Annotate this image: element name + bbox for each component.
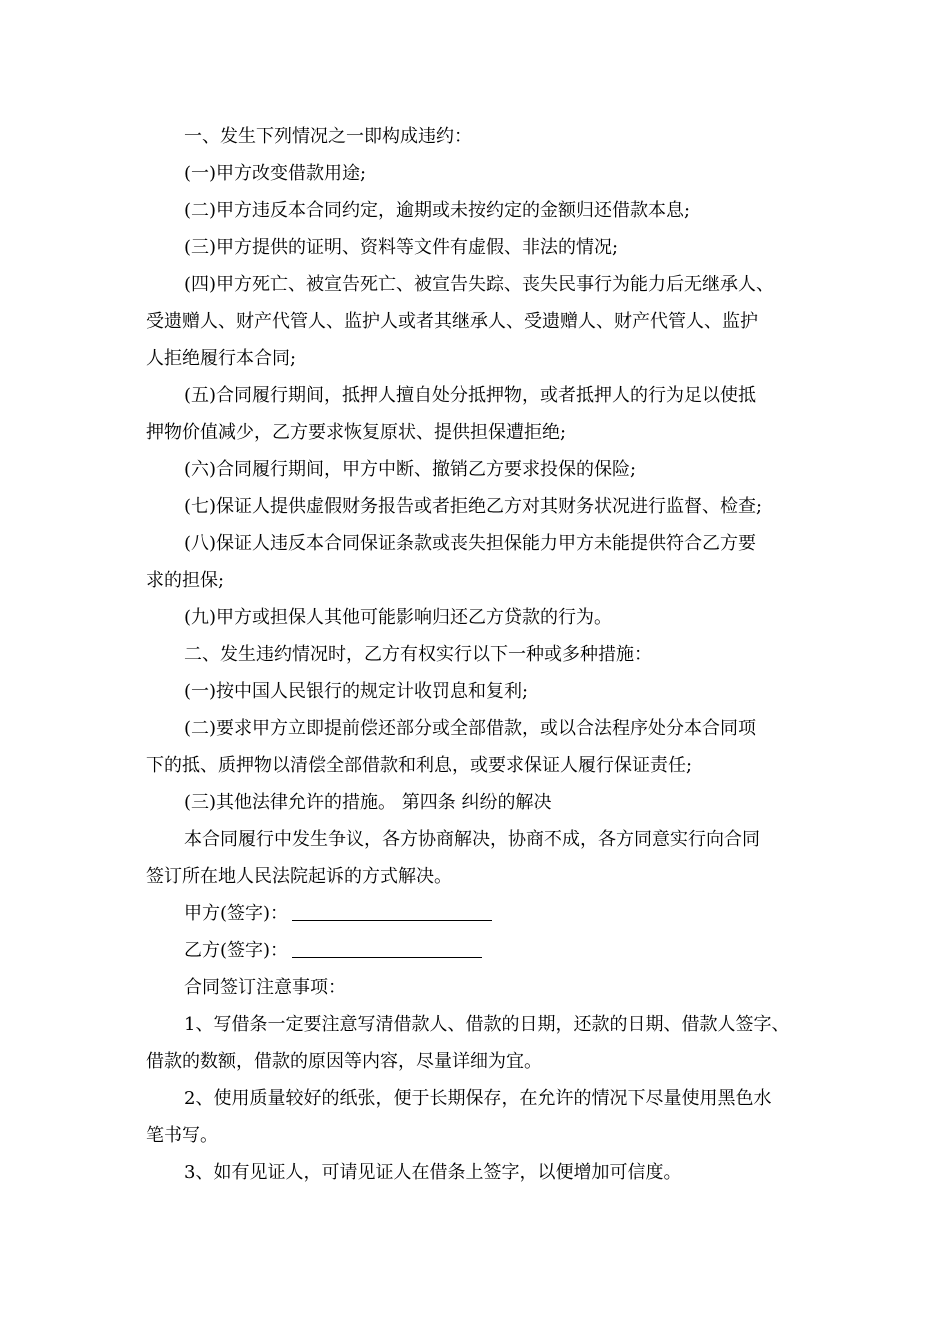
text-line: 1、写借条一定要注意写清借款人、借款的日期，还款的日期、借款人签字、 <box>184 1014 790 1035</box>
text-line: 2、使用质量较好的纸张，便于长期保存，在允许的情况下尽量使用黑色水 <box>184 1088 772 1109</box>
text-line: 求的担保; <box>146 570 225 591</box>
clause-1-item-6 <box>146 451 812 488</box>
clause-1-item-7 <box>146 488 812 525</box>
clause-1-item-8 <box>146 525 812 599</box>
party-b-signature-line <box>292 937 482 958</box>
party-a-signature <box>146 895 812 932</box>
document-body <box>146 118 812 1191</box>
text-line: 合同签订注意事项： <box>184 977 346 998</box>
note-1 <box>146 1006 812 1080</box>
clause-2-item-2 <box>146 710 812 784</box>
text-line: (七)保证人提供虚假财务报告或者拒绝乙方对其财务状况进行监督、检查; <box>184 496 763 517</box>
party-a-label: 甲方(签字)： <box>184 903 289 924</box>
clause-1-heading <box>146 118 812 155</box>
text-line: (四)甲方死亡、被宣告死亡、被宣告失踪、丧失民事行为能力后无继承人、 <box>184 274 775 295</box>
text-line: 本合同履行中发生争议，各方协商解决，协商不成，各方同意实行向合同 <box>184 829 760 850</box>
party-a-signature-line <box>292 900 492 921</box>
clause-1-item-2 <box>146 192 812 229</box>
clause-1-item-9 <box>146 599 812 636</box>
clause-2-item-1 <box>146 673 812 710</box>
text-line: (一)按中国人民银行的规定计收罚息和复利; <box>184 681 529 702</box>
text-line: (二)要求甲方立即提前偿还部分或全部借款，或以合法程序处分本合同项 <box>184 718 757 739</box>
clause-1-item-3 <box>146 229 812 266</box>
text-line: (一)甲方改变借款用途; <box>184 163 367 184</box>
text-line: 人拒绝履行本合同; <box>146 348 297 369</box>
notes-heading <box>146 969 812 1006</box>
text-line: 借款的数额，借款的原因等内容，尽量详细为宜。 <box>146 1051 542 1072</box>
text-line: 签订所在地人民法院起诉的方式解决。 <box>146 866 452 887</box>
text-line: 押物价值减少，乙方要求恢复原状、提供担保遭拒绝; <box>146 422 567 443</box>
clause-1-item-4 <box>146 266 812 377</box>
text-line: (五)合同履行期间，抵押人擅自处分抵押物，或者抵押人的行为足以使抵 <box>184 385 757 406</box>
text-line: 二、发生违约情况时，乙方有权实行以下一种或多种措施： <box>184 644 652 665</box>
text-line: 笔书写。 <box>146 1125 218 1146</box>
text-line: (九)甲方或担保人其他可能影响归还乙方贷款的行为。 <box>184 607 613 628</box>
text-line: (六)合同履行期间，甲方中断、撤销乙方要求投保的保险; <box>184 459 637 480</box>
text-line: (三)其他法律允许的措施。 第四条 纠纷的解决 <box>184 792 552 813</box>
dispute-resolution <box>146 821 812 895</box>
clause-2-heading <box>146 636 812 673</box>
note-2 <box>146 1080 812 1154</box>
party-b-label: 乙方(签字)： <box>184 940 289 961</box>
text-line: 受遗赠人、财产代管人、监护人或者其继承人、受遗赠人、财产代管人、监护 <box>146 311 758 332</box>
text-line: 一、发生下列情况之一即构成违约： <box>184 126 472 147</box>
clause-1-item-1 <box>146 155 812 192</box>
text-line: (八)保证人违反本合同保证条款或丧失担保能力甲方未能提供符合乙方要 <box>184 533 757 554</box>
text-line: 3、如有见证人，可请见证人在借条上签字，以便增加可信度。 <box>184 1162 682 1183</box>
clause-2-item-3 <box>146 784 812 821</box>
note-3 <box>146 1154 812 1191</box>
text-line: 下的抵、质押物以清偿全部借款和利息，或要求保证人履行保证责任; <box>146 755 693 776</box>
text-line: (二)甲方违反本合同约定，逾期或未按约定的金额归还借款本息; <box>184 200 691 221</box>
clause-1-item-5 <box>146 377 812 451</box>
party-b-signature <box>146 932 812 969</box>
text-line: (三)甲方提供的证明、资料等文件有虚假、非法的情况; <box>184 237 619 258</box>
